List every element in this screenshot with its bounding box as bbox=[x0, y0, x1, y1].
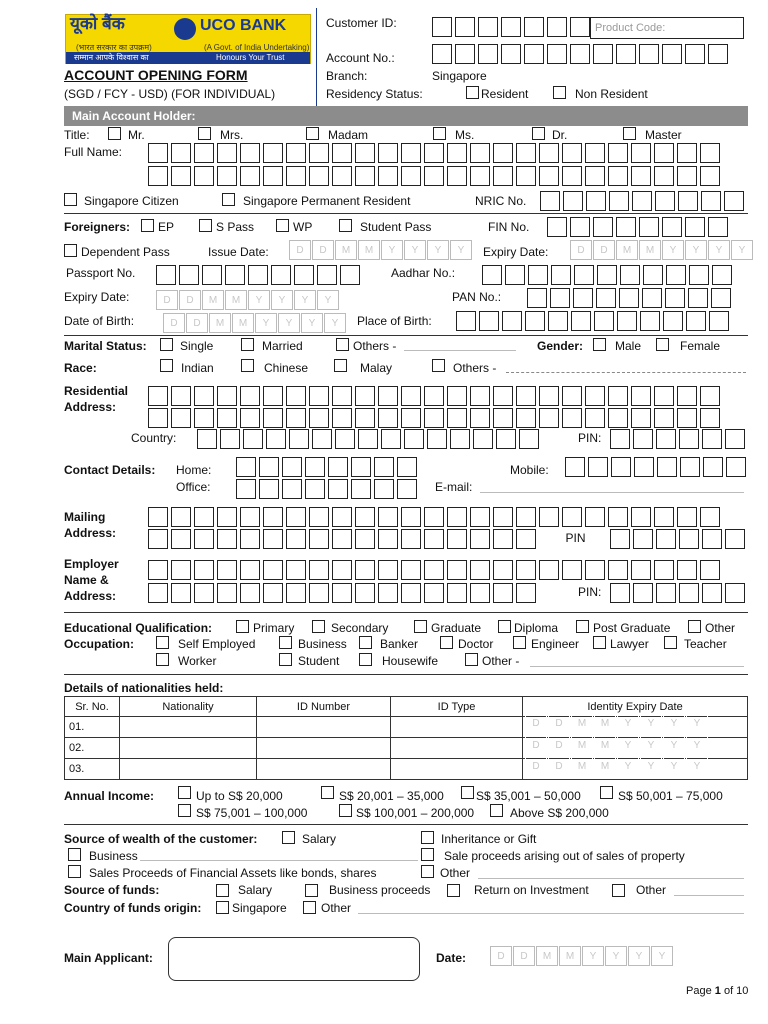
occ-housewife-checkbox[interactable] bbox=[359, 653, 372, 666]
title-madam: Madam bbox=[328, 128, 369, 142]
dependent-checkbox[interactable] bbox=[64, 244, 77, 257]
income-5: S$ 75,001 – 100,000 bbox=[196, 806, 308, 820]
occ-student-checkbox[interactable] bbox=[279, 653, 292, 666]
aadhar-boxes[interactable] bbox=[482, 265, 735, 285]
male-checkbox[interactable] bbox=[593, 338, 606, 351]
indian-checkbox[interactable] bbox=[160, 359, 173, 372]
income-7: Above S$ 200,000 bbox=[510, 806, 609, 820]
customer-id-boxes[interactable] bbox=[432, 17, 593, 37]
country-boxes[interactable] bbox=[197, 429, 542, 449]
occ-other: Other - bbox=[482, 654, 520, 668]
origin-singapore: Singapore bbox=[232, 901, 287, 915]
student-pass-checkbox[interactable] bbox=[339, 219, 352, 232]
product-code-placeholder: Product Code: bbox=[595, 22, 666, 34]
nat1-expiry[interactable]: D D M M Y Y Y Y bbox=[525, 713, 709, 733]
home-label: Home: bbox=[176, 463, 212, 477]
occ-doctor-checkbox[interactable] bbox=[440, 636, 453, 649]
edu-secondary-checkbox[interactable] bbox=[312, 620, 325, 633]
mailing-label-2: Address: bbox=[64, 526, 117, 540]
residential-label-2: Address: bbox=[64, 400, 117, 414]
mailing-label-1: Mailing bbox=[64, 510, 106, 524]
occ-doctor: Doctor bbox=[458, 637, 494, 651]
female-label: Female bbox=[680, 339, 721, 353]
origin-label: Country of funds origin: bbox=[64, 901, 202, 915]
pin-boxes[interactable] bbox=[610, 429, 748, 449]
wp-label: WP bbox=[293, 220, 313, 234]
product-code-input[interactable] bbox=[590, 17, 744, 39]
wealth-inheritance: Inheritance or Gift bbox=[441, 832, 537, 846]
wealth-salary: Salary bbox=[302, 832, 337, 846]
govt-hindi: (भारत सरकार का उपक्रम) bbox=[76, 43, 152, 52]
col-id-type: ID Type bbox=[391, 697, 523, 717]
funds-business: Business proceeds bbox=[329, 883, 431, 897]
occ-teacher: Teacher bbox=[684, 637, 727, 651]
funds-roi: Return on Investment bbox=[474, 883, 589, 897]
occ-business-checkbox[interactable] bbox=[279, 636, 292, 649]
occ-self-employed-checkbox[interactable] bbox=[156, 636, 169, 649]
spass-checkbox[interactable] bbox=[199, 219, 212, 232]
funds-other-checkbox[interactable] bbox=[612, 884, 625, 897]
resident-label: Resident bbox=[481, 87, 529, 101]
nric-boxes[interactable] bbox=[540, 191, 747, 211]
occ-banker-checkbox[interactable] bbox=[359, 636, 372, 649]
dob-boxes[interactable]: D D M M Y Y Y Y bbox=[163, 313, 347, 333]
origin-other: Other bbox=[321, 901, 352, 915]
mobile-boxes[interactable] bbox=[565, 457, 749, 477]
origin-other-checkbox[interactable] bbox=[303, 901, 316, 914]
employer-label-3: Address: bbox=[64, 589, 117, 603]
country-label: Country: bbox=[131, 431, 177, 445]
indian-label: Indian bbox=[181, 361, 214, 375]
employer-pin-boxes[interactable] bbox=[610, 583, 748, 603]
race-others-checkbox[interactable] bbox=[432, 359, 445, 372]
wealth-business-checkbox[interactable] bbox=[68, 848, 81, 861]
occ-lawyer-checkbox[interactable] bbox=[593, 636, 606, 649]
pob-boxes[interactable] bbox=[456, 311, 732, 331]
sg-pr-label: Singapore Permanent Resident bbox=[243, 194, 411, 208]
wealth-other: Other bbox=[440, 866, 471, 880]
edu-graduate-checkbox[interactable] bbox=[414, 620, 427, 633]
funds-business-checkbox[interactable] bbox=[305, 884, 318, 897]
issue-date-label: Issue Date: bbox=[208, 245, 269, 259]
income-1: Up to S$ 20,000 bbox=[196, 789, 283, 803]
bank-logo bbox=[65, 14, 311, 64]
full-name-label: Full Name: bbox=[64, 145, 123, 159]
employer-label-2: Name & bbox=[64, 573, 109, 587]
home-phone-boxes[interactable] bbox=[236, 457, 420, 477]
expiry-date-boxes[interactable]: D D M M Y Y Y Y bbox=[570, 240, 754, 260]
pan-boxes[interactable] bbox=[527, 288, 734, 308]
title-dr: Dr. bbox=[552, 128, 568, 142]
form-title: ACCOUNT OPENING FORM bbox=[64, 67, 248, 83]
mobile-label: Mobile: bbox=[510, 463, 549, 477]
occ-engineer: Engineer bbox=[531, 637, 580, 651]
title-mr-checkbox[interactable] bbox=[108, 127, 121, 140]
wealth-financial-checkbox[interactable] bbox=[68, 865, 81, 878]
title-master: Master bbox=[645, 128, 682, 142]
non-resident-label: Non Resident bbox=[575, 87, 648, 101]
ep-checkbox[interactable] bbox=[141, 219, 154, 232]
residential-label-1: Residential bbox=[64, 384, 129, 398]
tagline: Honours Your Trust bbox=[216, 53, 285, 62]
mailing-row1[interactable] bbox=[148, 507, 723, 527]
email-line[interactable] bbox=[480, 492, 744, 493]
tagline-hindi: सम्मान आपके विश्वास का bbox=[74, 53, 149, 62]
footer-date-boxes[interactable]: D D M M Y Y Y Y bbox=[490, 946, 674, 966]
applicant-label: Main Applicant: bbox=[64, 951, 153, 965]
pan-label: PAN No.: bbox=[452, 290, 502, 304]
income-4: S$ 50,001 – 75,000 bbox=[618, 789, 723, 803]
edu-primary-checkbox[interactable] bbox=[236, 620, 249, 633]
wealth-financial: Sales Proceeds of Financial Assets like bonds, shares bbox=[89, 866, 377, 880]
title-ms: Ms. bbox=[455, 128, 475, 142]
occ-business: Business bbox=[298, 637, 347, 651]
office-phone-boxes[interactable] bbox=[236, 479, 420, 499]
col-expiry-date: Identity Expiry Date bbox=[523, 697, 748, 717]
education-label: Educational Qualification: bbox=[64, 621, 213, 635]
wealth-inheritance-checkbox[interactable] bbox=[421, 831, 434, 844]
occ-teacher-checkbox[interactable] bbox=[664, 636, 677, 649]
edu-other-checkbox[interactable] bbox=[688, 620, 701, 633]
col-nationality: Nationality bbox=[120, 697, 257, 717]
title-ms-checkbox[interactable] bbox=[433, 127, 446, 140]
nationalities-heading: Details of nationalities held: bbox=[64, 681, 224, 695]
female-checkbox[interactable] bbox=[656, 338, 669, 351]
married-checkbox[interactable] bbox=[241, 338, 254, 351]
ep-label: EP bbox=[158, 220, 175, 234]
employer-row2[interactable] bbox=[148, 583, 539, 603]
main-holder-bar bbox=[64, 106, 748, 126]
occ-engineer-checkbox[interactable] bbox=[513, 636, 526, 649]
residential-row2[interactable] bbox=[148, 408, 723, 428]
marital-others-label: Others - bbox=[353, 339, 397, 353]
signature-box[interactable] bbox=[168, 937, 420, 981]
form-subtitle: (SGD / FCY - USD) (FOR INDIVIDUAL) bbox=[64, 87, 276, 101]
employer-pin-label: PIN: bbox=[578, 585, 602, 599]
malay-checkbox[interactable] bbox=[334, 359, 347, 372]
married-label: Married bbox=[262, 339, 303, 353]
edu-diploma: Diploma bbox=[514, 621, 559, 635]
non-resident-checkbox[interactable] bbox=[553, 86, 566, 99]
office-label: Office: bbox=[176, 480, 211, 494]
wealth-other-checkbox[interactable] bbox=[421, 865, 434, 878]
title-mrs-checkbox[interactable] bbox=[198, 127, 211, 140]
bank-name: UCO BANK bbox=[200, 17, 287, 34]
contact-label: Contact Details: bbox=[64, 463, 156, 477]
mailing-row2[interactable] bbox=[148, 529, 539, 549]
student-pass-label: Student Pass bbox=[360, 220, 432, 234]
email-label: E-mail: bbox=[435, 480, 473, 494]
branch-label: Branch: bbox=[326, 69, 368, 83]
dob-label: Date of Birth: bbox=[64, 314, 135, 328]
residency-label: Residency Status: bbox=[326, 87, 423, 101]
bank-name-hindi: यूको बैंक bbox=[70, 14, 125, 33]
income-7-checkbox[interactable] bbox=[490, 804, 503, 817]
passport-label: Passport No. bbox=[66, 266, 136, 280]
edu-primary: Primary bbox=[253, 621, 295, 635]
edu-diploma-checkbox[interactable] bbox=[498, 620, 511, 633]
fin-boxes[interactable] bbox=[547, 217, 731, 237]
funds-other: Other bbox=[636, 883, 667, 897]
branch-value: Singapore bbox=[432, 69, 487, 83]
passport-boxes[interactable] bbox=[156, 265, 363, 285]
funds-label: Source of funds: bbox=[64, 883, 160, 897]
single-label: Single bbox=[180, 339, 214, 353]
title-master-checkbox[interactable] bbox=[623, 127, 636, 140]
page-number: Page 1 of 10 bbox=[686, 985, 749, 997]
table-row[interactable]: 03. bbox=[65, 759, 748, 780]
marital-others-checkbox[interactable] bbox=[336, 338, 349, 351]
table-row[interactable]: 01. bbox=[65, 717, 748, 738]
fin-label: FIN No. bbox=[488, 220, 530, 234]
origin-singapore-checkbox[interactable] bbox=[216, 901, 229, 914]
wealth-label: Source of wealth of the customer: bbox=[64, 832, 258, 846]
marital-label: Marital Status: bbox=[64, 339, 147, 353]
occ-student: Student bbox=[298, 654, 340, 668]
expiry-date-label: Expiry Date: bbox=[483, 245, 549, 259]
title-label: Title: bbox=[64, 128, 90, 142]
income-2: S$ 20,001 – 35,000 bbox=[339, 789, 444, 803]
table-row[interactable]: 02. bbox=[65, 738, 748, 759]
sg-pr-checkbox[interactable] bbox=[222, 193, 235, 206]
occ-banker: Banker bbox=[380, 637, 419, 651]
nric-label: NRIC No. bbox=[475, 194, 527, 208]
dependent-label: Dependent Pass bbox=[81, 245, 170, 259]
chinese-checkbox[interactable] bbox=[241, 359, 254, 372]
male-label: Male bbox=[615, 339, 642, 353]
title-dr-checkbox[interactable] bbox=[532, 127, 545, 140]
single-checkbox[interactable] bbox=[160, 338, 173, 351]
pob-label: Place of Birth: bbox=[357, 314, 432, 328]
wealth-business: Business bbox=[89, 849, 138, 863]
edu-other: Other bbox=[705, 621, 736, 635]
passport-expiry-boxes[interactable]: D D M M Y Y Y Y bbox=[156, 290, 340, 310]
title-mr: Mr. bbox=[128, 128, 145, 142]
race-label: Race: bbox=[64, 361, 97, 375]
edu-graduate: Graduate bbox=[431, 621, 482, 635]
wp-checkbox[interactable] bbox=[276, 219, 289, 232]
main-holder-heading: Main Account Holder: bbox=[72, 109, 196, 123]
account-no-label: Account No.: bbox=[326, 51, 395, 65]
income-3: S$ 35,001 – 50,000 bbox=[476, 789, 581, 803]
income-label: Annual Income: bbox=[64, 789, 155, 803]
resident-checkbox[interactable] bbox=[466, 86, 479, 99]
mailing-pin-label: PIN bbox=[565, 531, 586, 545]
income-2-checkbox[interactable] bbox=[321, 786, 334, 799]
occ-housewife: Housewife bbox=[382, 654, 439, 668]
income-5-checkbox[interactable] bbox=[178, 804, 191, 817]
spass-label: S Pass bbox=[216, 220, 255, 234]
residential-row1[interactable] bbox=[148, 386, 723, 406]
col-id-number: ID Number bbox=[257, 697, 391, 717]
funds-salary-checkbox[interactable] bbox=[216, 884, 229, 897]
wealth-property: Sale proceeds arising out of sales of property bbox=[444, 849, 685, 863]
col-sr-no: Sr. No. bbox=[65, 697, 120, 717]
occupation-label: Occupation: bbox=[64, 637, 135, 651]
edu-secondary: Secondary bbox=[331, 621, 389, 635]
income-6-checkbox[interactable] bbox=[339, 804, 352, 817]
account-no-boxes[interactable] bbox=[432, 44, 731, 64]
occ-other-checkbox[interactable] bbox=[465, 653, 478, 666]
race-others-label: Others - bbox=[453, 361, 497, 375]
nat3-expiry[interactable]: D D M M Y Y Y Y bbox=[525, 756, 709, 776]
income-3-checkbox[interactable] bbox=[461, 786, 474, 799]
occ-lawyer: Lawyer bbox=[610, 637, 649, 651]
nat2-expiry[interactable]: D D M M Y Y Y Y bbox=[525, 735, 709, 755]
employer-row1[interactable] bbox=[148, 560, 723, 580]
malay-label: Malay bbox=[360, 361, 393, 375]
sg-citizen-checkbox[interactable] bbox=[64, 193, 77, 206]
aadhar-label: Aadhar No.: bbox=[391, 266, 456, 280]
income-1-checkbox[interactable] bbox=[178, 786, 191, 799]
full-name-row1[interactable] bbox=[148, 143, 723, 163]
bank-emblem-icon bbox=[174, 18, 196, 40]
title-mrs: Mrs. bbox=[220, 128, 244, 142]
title-madam-checkbox[interactable] bbox=[306, 127, 319, 140]
wealth-salary-checkbox[interactable] bbox=[282, 831, 295, 844]
gender-label: Gender: bbox=[537, 339, 584, 353]
mailing-pin-boxes[interactable] bbox=[610, 529, 748, 549]
wealth-property-checkbox[interactable] bbox=[421, 848, 434, 861]
occ-worker-checkbox[interactable] bbox=[156, 653, 169, 666]
funds-salary: Salary bbox=[238, 883, 273, 897]
footer-date-label: Date: bbox=[436, 951, 467, 965]
govt-text: (A Govt. of India Undertaking) bbox=[204, 43, 310, 52]
occ-self-employed: Self Employed bbox=[178, 637, 256, 651]
funds-roi-checkbox[interactable] bbox=[447, 884, 460, 897]
passport-expiry-label: Expiry Date: bbox=[64, 290, 130, 304]
sg-citizen-label: Singapore Citizen bbox=[84, 194, 179, 208]
chinese-label: Chinese bbox=[264, 361, 309, 375]
customer-id-label: Customer ID: bbox=[326, 16, 397, 30]
edu-postgrad: Post Graduate bbox=[593, 621, 671, 635]
edu-postgrad-checkbox[interactable] bbox=[576, 620, 589, 633]
pin-label: PIN: bbox=[578, 431, 602, 445]
occ-worker: Worker bbox=[178, 654, 217, 668]
income-4-checkbox[interactable] bbox=[600, 786, 613, 799]
foreigners-label: Foreigners: bbox=[64, 220, 131, 234]
income-6: S$ 100,001 – 200,000 bbox=[356, 806, 475, 820]
employer-label-1: Employer bbox=[64, 557, 119, 571]
issue-date-boxes[interactable]: D D M M Y Y Y Y bbox=[289, 240, 473, 260]
full-name-row2[interactable] bbox=[148, 166, 723, 186]
